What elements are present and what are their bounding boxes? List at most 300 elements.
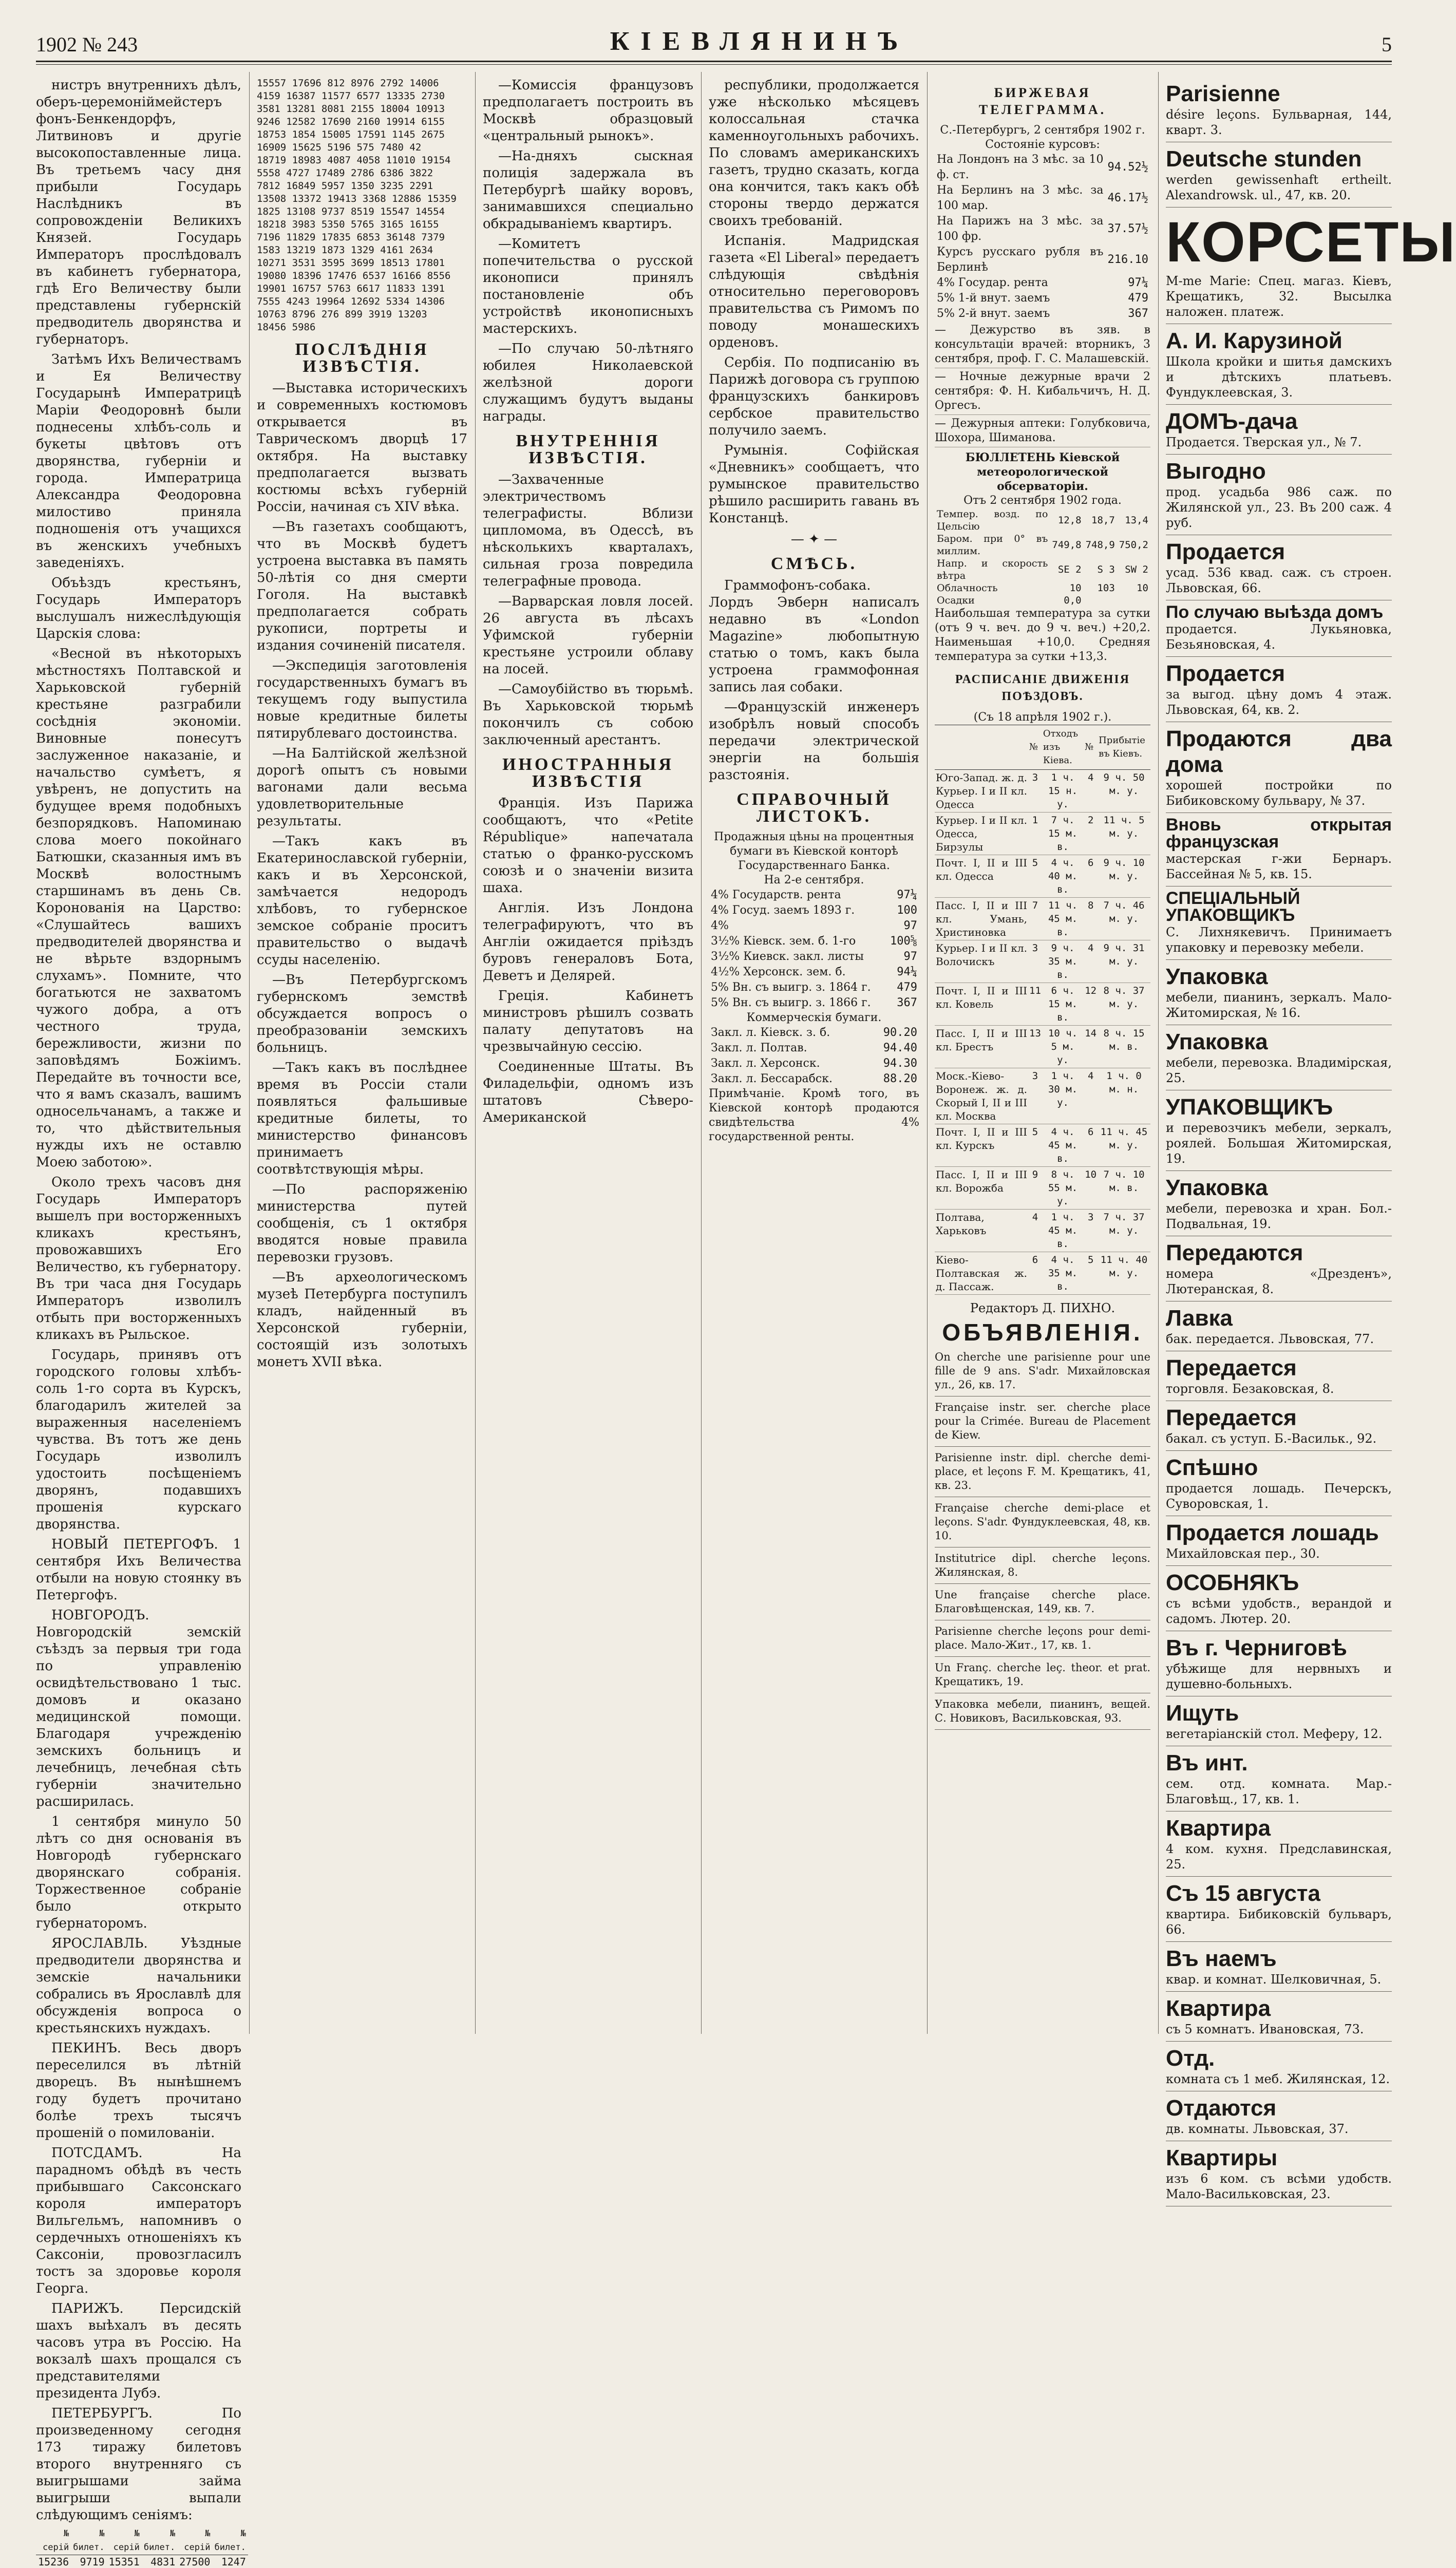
schedule-cell: 11 <box>1028 983 1042 1026</box>
news-item: Греція. Кабинетъ министровъ рѣшилъ созвать палату депутатовъ на чрезвычайную сессію. <box>483 988 693 1055</box>
lottery-number-row: 1825 13108 9737 8519 15547 14554 <box>257 205 467 218</box>
table-cell: 4% Госуд. заемъ 1893 г. <box>709 903 885 918</box>
table-cell: 216.10 <box>1106 244 1150 275</box>
table-cell: 90.20 <box>871 1025 919 1041</box>
ads-heading: ОБЪЯВЛЕНІЯ. <box>935 1324 1150 1341</box>
table-cell: Осадки <box>935 594 1050 607</box>
exchange-row <box>935 214 1150 244</box>
schedule-cell: 1 ч. 15 н. у. <box>1042 770 1084 813</box>
news-item: —Французскій инженеръ изобрѣлъ новый способъ передачи электрической энергіи на большія разстоянія. <box>709 699 919 784</box>
reference-date: На 2-е сентября. <box>709 873 919 888</box>
table-cell: 94.52½ <box>1106 152 1150 183</box>
table-cell: 13,4 <box>1117 508 1150 533</box>
table-cell: 97¼ <box>885 888 919 903</box>
table-cell: Темпер. возд. по Цельсію <box>935 508 1050 533</box>
lottery-number-row: 19901 16757 5763 6617 11833 1391 <box>257 282 467 295</box>
ad-text: продается. Лукьяновка, Безьяновская, 4. <box>1166 621 1392 652</box>
classified-ad: Française instr. ser. cherche place pour la Crimée. Bureau de Placement de Kiew. <box>935 1396 1150 1447</box>
lottery-number-row: 19080 18396 17476 6537 16166 8556 <box>257 270 467 282</box>
ad-title: Въ наемъ <box>1166 1946 1277 1971</box>
schedule-header: № <box>1028 725 1042 770</box>
news-item: —По распоряженію министерства путей сообщенія, съ 1 октября вводятся новые правила перевозки грузовъ. <box>257 1181 467 1266</box>
schedule-cell: 11 ч. 40 м. у. <box>1098 1252 1150 1295</box>
table-cell: 5% Вн. съ выигр. з. 1864 г. <box>709 980 885 995</box>
bulletins <box>935 322 1150 447</box>
display-ad <box>1166 886 1392 960</box>
schedule-cell: 1 ч. 0 м. н. <box>1098 1068 1150 1124</box>
display-ad <box>1166 1516 1392 1566</box>
article-paragraph: ЯРОСЛАВЛЬ. Уѣздные предводители дворянства и земскіе начальники собрались въ Ярославлѣ для обсужденія вопроса о крестьянскихъ нуждахъ. <box>36 1935 241 2037</box>
commercial-row <box>709 1056 919 1071</box>
meteo-heading: БЮЛЛЕТЕНЬ Кіевской метеорологической обсерваторіи. <box>935 450 1150 494</box>
lottery-header: № серій <box>177 2527 212 2555</box>
schedule-cell: 5 <box>1028 855 1042 898</box>
lottery-header: № серій <box>107 2527 142 2555</box>
table-cell: 94.40 <box>871 1041 919 1056</box>
meteo-row <box>935 508 1150 533</box>
classified-ad: Française cherche demi-place et leçons. S'adr. Фундуклеевская, 48, кв. 10. <box>935 1497 1150 1547</box>
exchange-row <box>935 275 1150 291</box>
display-ad <box>1166 600 1392 657</box>
schedule-cell: 8 ч. 55 м. у. <box>1042 1167 1084 1210</box>
table-cell: 97¼ <box>1106 275 1150 291</box>
lottery-number-row: 4159 16387 11577 6577 13335 2730 <box>257 90 467 103</box>
ad-title: ОСОБНЯКЪ <box>1166 1570 1299 1595</box>
table-cell: 5% 2-й внут. заемъ <box>935 306 1106 322</box>
news-item: —Захваченные электричествомъ телеграфисты. Вблизи ципломома, въ Одессѣ, въ нѣсколькихъ кварталахъ, сильная гроза повредила телеграфные провода. <box>483 471 693 590</box>
column-divider <box>1158 72 1159 2034</box>
lottery-cell: 9719 <box>71 2555 106 2568</box>
table-cell: 4% Государств. рента <box>709 888 885 903</box>
display-ad <box>1166 657 1392 722</box>
ad-text: и перевозчикъ мебели, зеркалъ, роялей. Большая Житомирская, 19. <box>1166 1120 1392 1166</box>
commercial-row <box>709 1071 919 1087</box>
news-item: —Въ Петербургскомъ губернскомъ земствѣ обсуждается вопросъ о преобразованіи земскихъ больницъ. <box>257 972 467 1056</box>
ad-text: квартира. Бибиковскій бульваръ, 66. <box>1166 1906 1392 1937</box>
lottery-number-row: 10763 8796 276 899 3919 13203 <box>257 308 467 321</box>
schedule-cell: Пасс. I, II и III кл. Брестъ <box>935 1026 1028 1068</box>
news-item: —Комиссія французовъ предполагаетъ построить въ Москвѣ образцовый «центральный рынокъ». <box>483 77 693 145</box>
lottery-number-row: 3581 13281 8081 2155 18004 10913 <box>257 103 467 116</box>
lottery-number-row: 18719 18983 4087 4058 11010 19154 <box>257 154 467 167</box>
table-cell: 94¼ <box>885 965 919 980</box>
schedule-cell: 9 ч. 35 м. в. <box>1042 940 1084 983</box>
ad-title: Отдаются <box>1166 2095 1276 2121</box>
table-cell: На Берлинъ на 3 мѣс. за 100 мар. <box>935 183 1106 214</box>
schedule-subtitle: (Съ 18 апрѣля 1902 г.). <box>935 710 1150 725</box>
column-1-text <box>36 77 241 2524</box>
newspaper-page <box>36 21 1392 2034</box>
table-cell: 479 <box>885 980 919 995</box>
issue-number: 1902 № 243 <box>36 32 138 56</box>
lottery-number-row: 10271 3531 3595 3699 18513 17801 <box>257 257 467 270</box>
table-cell: SW 2 <box>1117 557 1150 582</box>
smes-heading: СМѢСЬ. <box>709 555 919 572</box>
schedule-cell: 11 ч. 45 м. у. <box>1098 1124 1150 1167</box>
masthead-rule <box>36 61 1392 65</box>
display-ad <box>1166 1351 1392 1401</box>
ad-title: СПЕЦІАЛЬНЫЙ УПАКОВЩИКЪ <box>1166 889 1300 925</box>
schedule-cell: 8 ч. 15 м. в. <box>1098 1026 1150 1068</box>
commercial-row <box>709 1025 919 1041</box>
small-ads <box>935 1346 1150 1730</box>
table-cell: 4% <box>709 918 885 934</box>
schedule-cell: Полтава, Харьковъ <box>935 1210 1028 1252</box>
column-4 <box>709 77 919 2034</box>
display-ad <box>1166 142 1392 207</box>
ad-text: комната съ 1 меб. Жилянская, 12. <box>1166 2071 1392 2087</box>
ad-title: КОРСЕТЫ <box>1166 211 1456 274</box>
lottery-cell: 1247 <box>212 2555 248 2568</box>
lottery-number-row: 7555 4243 19964 12692 5334 14306 <box>257 295 467 308</box>
internal-news-text <box>483 471 693 749</box>
exchange-rates-table <box>935 152 1150 322</box>
display-ad <box>1166 455 1392 535</box>
schedule-cell: 6 <box>1028 1252 1042 1295</box>
securities-row <box>709 934 919 949</box>
ad-title: Ищуть <box>1166 1701 1239 1726</box>
news-item: —Варварская ловля лосей. 26 августа въ лѣсахъ Уфимской губерніи крестьяне устроили облаву на лосей. <box>483 593 693 678</box>
schedule-cell: 4 <box>1028 1210 1042 1252</box>
lottery-number-row: 13508 13372 19413 3368 12886 15359 <box>257 193 467 205</box>
table-cell: 46.17½ <box>1106 183 1150 214</box>
ad-text: съ всѣми удобств., верандой и садомъ. Лютер. 20. <box>1166 1596 1392 1627</box>
schedule-cell: 11 ч. 5 м. у. <box>1098 813 1150 855</box>
schedule-row <box>935 1124 1150 1167</box>
lottery-cell: 15236 <box>36 2555 71 2568</box>
display-ads <box>1166 77 1392 2206</box>
table-cell: 3½% Кіевск. зем. б. 1-го <box>709 934 885 949</box>
schedule-cell: 1 ч. 45 м. в. <box>1042 1210 1084 1252</box>
display-ad <box>1166 722 1392 813</box>
commercial-table <box>709 1025 919 1087</box>
classified-ad: On cherche une parisienne pour une fille de 9 ans. S'adr. Михайловская ул., 26, кв. 17. <box>935 1346 1150 1396</box>
schedule-row <box>935 1210 1150 1252</box>
bulletin-item: — Дежурныя аптеки: Голубковича, Шохора, Шиманова. <box>935 415 1150 447</box>
ad-text: вегетаріанскій стол. Меферу, 12. <box>1166 1726 1392 1742</box>
lottery-number-row: 9246 12582 17690 2160 19914 6155 <box>257 116 467 128</box>
news-item: —На Балтійской желѣзной дорогѣ опытъ съ новыми вагонами дали весьма удовлетворительные результаты. <box>257 745 467 830</box>
foreign-news-heading: ИНОСТРАННЫЯ ИЗВѢСТІЯ <box>483 756 693 790</box>
ad-text: С. Лихнякевичъ. Принимаетъ упаковку и перевозку мебели. <box>1166 924 1392 955</box>
meteo-table <box>935 508 1150 607</box>
table-cell: 12,8 <box>1050 508 1083 533</box>
display-ad <box>1166 1696 1392 1746</box>
bulletin-item: — Ночные дежурные врачи 2 сентября: Ф. Н. Кибальчичъ, Н. Д. Оргесъ. <box>935 368 1150 415</box>
table-cell: 367 <box>885 995 919 1011</box>
schedule-cell: 10 <box>1084 1167 1098 1210</box>
schedule-cell: 6 <box>1084 855 1098 898</box>
ad-title: Упаковка <box>1166 1029 1268 1054</box>
table-cell: Курсъ русскаго рубля въ Берлинѣ <box>935 244 1106 275</box>
ad-title: Продается <box>1166 661 1285 686</box>
display-ad <box>1166 405 1392 455</box>
table-cell: 5% 1-й внут. заемъ <box>935 291 1106 306</box>
display-ad <box>1166 960 1392 1025</box>
exchange-row <box>935 291 1150 306</box>
ad-title: По случаю выѣзда домъ <box>1166 602 1383 622</box>
article-paragraph: ПЕКИНЪ. Весь дворъ переселился въ лѣтній дворецъ. Въ нынѣшнемъ году будетъ прочитано болѣе трехъ тысячъ прошеній о помилованіи. <box>36 2040 241 2142</box>
column-3-top-text <box>483 77 693 425</box>
table-cell: 37.57½ <box>1106 214 1150 244</box>
column-divider <box>249 72 250 2034</box>
schedule-cell: Почт. I, II и III кл. Курскъ <box>935 1124 1028 1167</box>
column-2 <box>257 77 467 2034</box>
news-item: —Такъ какъ въ послѣднее время въ Россіи стали появляться фальшивые кредитные билеты, то министерство финансовъ принимаетъ соотвѣтствующія мѣры. <box>257 1060 467 1178</box>
schedule-cell: 3 <box>1028 940 1042 983</box>
display-ad <box>1166 1171 1392 1236</box>
schedule-cell: Пасс. I, II и III кл. Умань, Христиновка <box>935 898 1028 940</box>
table-cell: 94.30 <box>871 1056 919 1071</box>
schedule-cell: Курьер. I и II кл. Одесса, Бирзулы <box>935 813 1028 855</box>
reference-note: Примѣчаніе. Кромѣ того, въ Кіевской конторѣ продаются свидѣтельства 4% государственной ренты. <box>709 1087 919 1144</box>
schedule-cell: 12 <box>1084 983 1098 1026</box>
ad-title: Упаковка <box>1166 1175 1268 1200</box>
table-cell: 4% Государ. рента <box>935 275 1106 291</box>
masthead <box>36 21 1392 56</box>
schedule-cell: 9 ч. 31 м. у. <box>1098 940 1150 983</box>
schedule-cell: 14 <box>1084 1026 1098 1068</box>
column-divider <box>927 72 928 2034</box>
article-paragraph: ПЕТЕРБУРГЪ. По произведенному сегодня 173 тиражу билетовъ второго внутренняго съ выигрышами займа выигрыши выпали слѣдующимъ сеніямъ: <box>36 2405 241 2524</box>
schedule-cell: 8 <box>1084 898 1098 940</box>
table-cell: 3½% Киевск. закл. листы <box>709 949 885 965</box>
news-item: республики, продолжается уже нѣсколько мѣсяцевъ колоссальная стачка каменноугольныхъ рабочихъ. По словамъ американскихъ газетъ, трудно сказать, когда она кончится, такъ какъ обѣ стороны твердо держатся своихъ требованій. <box>709 77 919 230</box>
ad-text: дв. комнаты. Львовская, 37. <box>1166 2121 1392 2137</box>
ad-title: Спѣшно <box>1166 1455 1258 1480</box>
securities-row <box>709 995 919 1011</box>
lottery-number-row: 1583 13219 1873 1329 4161 2634 <box>257 244 467 257</box>
ad-title: Квартира <box>1166 1816 1271 1841</box>
ad-title: Въ г. Черниговѣ <box>1166 1635 1347 1660</box>
meteo-row <box>935 594 1150 607</box>
article-paragraph: Затѣмъ Ихъ Величествамъ и Ея Величеству Государынѣ Императрицѣ Маріи Феодоровнѣ были поднесены хлѣбъ-соль и букеты цвѣтовъ отъ дворянства, губерніи и города. Императрица Александра Феодоровна милостиво приняла подношенія отъ учащихся въ женскихъ учебныхъ заведеніяхъ. <box>36 351 241 572</box>
schedule-cell: 9 ч. 10 м. у. <box>1098 855 1150 898</box>
schedule-cell: Почт. I, II и III кл. Ковель <box>935 983 1028 1026</box>
ad-text: мебели, перевозка и хран. Бол.-Подвальная, 19. <box>1166 1201 1392 1232</box>
article-paragraph: нистръ внутреннихъ дѣлъ, оберъ-церемоніймейстеръ фонъ-Бенкендорфъ, Литвиновъ и другіе высокопоставленные лица. Въ третьемъ часу дня прибыли Государь Наслѣдникъ въ сопровожденіи Великихъ Князей. Государь Императоръ прослѣдовалъ въ кабинетъ губернатора, гдѣ Его Величеству были представлены губернскій предводитель дворянства и губернаторъ. <box>36 77 241 348</box>
table-cell: 0,0 <box>1050 594 1083 607</box>
schedule-row <box>935 770 1150 813</box>
table-cell: 749,8 <box>1050 533 1083 557</box>
display-ad <box>1166 1746 1392 1811</box>
schedule-row <box>935 855 1150 898</box>
meteo-row <box>935 557 1150 582</box>
lottery-number-row: 18456 5986 <box>257 321 467 334</box>
ad-text: продается лошадь. Печерскъ, Суворовская, 1. <box>1166 1481 1392 1512</box>
securities-row <box>709 903 919 918</box>
schedule-cell: 9 ч. 50 м. у. <box>1098 770 1150 813</box>
train-schedule-table <box>935 725 1150 1295</box>
ad-text: бакал. съ уступ. Б.-Васильк., 92. <box>1166 1431 1392 1446</box>
table-cell: 100 <box>885 903 919 918</box>
ad-title: Съ 15 августа <box>1166 1881 1320 1906</box>
schedule-header: Отходъ изъ Кіева. <box>1042 725 1084 770</box>
display-ad <box>1166 1992 1392 2042</box>
schedule-cell: 4 ч. 35 м. в. <box>1042 1252 1084 1295</box>
schedule-cell: 9 <box>1028 1167 1042 1210</box>
ad-text: за выгод. цѣну домъ 4 этаж. Львовская, 64, кв. 2. <box>1166 687 1392 717</box>
schedule-heading: РАСПИСАНІЕ ДВИЖЕНІЯ ПОѢЗДОВЪ. <box>935 671 1150 705</box>
article-paragraph: ПАРИЖЪ. Персидскій шахъ выѣхалъ въ десять часовъ утра въ Россію. На вокзалѣ шахъ прощался съ представителями президента Лубэ. <box>36 2300 241 2402</box>
ad-text: Школа кройки и шитья дамскихъ и дѣтскихъ платьевъ. Фундуклеевская, 3. <box>1166 354 1392 400</box>
display-ad <box>1166 2042 1392 2091</box>
news-item: —На-дняхъ сыскная полиція задержала въ Петербургѣ шайку воровъ, занимавшихся специально обкрадываніемъ квартиръ. <box>483 148 693 233</box>
ad-text: 4 ком. кухня. Предславинская, 25. <box>1166 1841 1392 1872</box>
news-item: Граммофонъ-собака. Лордъ Эвберн написалъ недавно въ «London Magazine» любопытную статью о томъ, какъ была устроена граммофонная запись лая собаки. <box>709 577 919 696</box>
display-ad <box>1166 1301 1392 1351</box>
exchange-row <box>935 244 1150 275</box>
schedule-row <box>935 1252 1150 1295</box>
schedule-cell: 7 ч. 37 м. у. <box>1098 1210 1150 1252</box>
lottery-header: № билет. <box>71 2527 106 2555</box>
schedule-cell: 4 <box>1084 770 1098 813</box>
display-ad <box>1166 1811 1392 1877</box>
page-number: 5 <box>1382 32 1392 56</box>
lottery-header: № серій <box>36 2527 71 2555</box>
ornament: — ✦ — <box>709 531 919 548</box>
table-cell: На Парижъ на 3 мѣс. за 100 фр. <box>935 214 1106 244</box>
exchange-row <box>935 306 1150 322</box>
table-row <box>36 2555 248 2568</box>
display-ad <box>1166 1566 1392 1631</box>
lottery-number-row: 5558 4727 17489 2786 6386 3822 <box>257 167 467 180</box>
exchange-row <box>935 183 1150 214</box>
lottery-header: № билет. <box>142 2527 177 2555</box>
article-paragraph: 1 сентября минуло 50 лѣтъ со дня основанія въ Новгородѣ губернскаго дворянскаго собранія. Торжественное собраніе было открыто губернаторомъ. <box>36 1814 241 1932</box>
table-cell: 18,7 <box>1084 508 1117 533</box>
latest-news-text <box>257 380 467 1371</box>
ad-text: прод. усадьба 986 саж. по Жилянской ул., 23. Въ 200 саж. 4 руб. <box>1166 484 1392 531</box>
schedule-cell: 11 ч. 45 м. в. <box>1042 898 1084 940</box>
bulletin-item: — Дежурство въ зяв. в консультаціи врачей: вторникъ, 3 сентября, проф. Г. С. Малашевскій. <box>935 322 1150 368</box>
schedule-header: Прибытіе въ Кіевъ. <box>1098 725 1150 770</box>
display-ad <box>1166 2091 1392 2141</box>
table-cell: 479 <box>1106 291 1150 306</box>
smes-text <box>709 577 919 784</box>
schedule-cell: Пасс. I, II и III кл. Ворожба <box>935 1167 1028 1210</box>
column-6 <box>1166 77 1392 2034</box>
schedule-row <box>935 983 1150 1026</box>
classified-ad: Parisienne cherche leçons pour demi-place. Мало-Жит., 17, кв. 1. <box>935 1620 1150 1657</box>
schedule-cell: 3 <box>1084 1210 1098 1252</box>
article-paragraph: НОВЫЙ ПЕТЕРГОФЪ. 1 сентября Ихъ Величества отбыли на новую стоянку въ Петергофъ. <box>36 1536 241 1604</box>
schedule-cell: Юго-Запад. ж. д. Курьер. I и II кл. Одесса <box>935 770 1028 813</box>
news-item: —Выставка историческихъ и современныхъ костюмовъ открывается въ Таврическомъ дворцѣ 17 октября. На выставку предполагается вызвать костюмы всѣхъ губерній Россіи, начиная съ XIV вѣка. <box>257 380 467 516</box>
ad-title: Продается лошадь <box>1166 1520 1379 1545</box>
commercial-heading: Коммерческія бумаги. <box>709 1011 919 1025</box>
table-cell: Закл. л. Херсонск. <box>709 1056 871 1071</box>
ad-text: Михайловская пер., 30. <box>1166 1546 1392 1561</box>
table-cell: 10 <box>1050 582 1083 594</box>
exchange-row <box>935 152 1150 183</box>
ad-text: изъ 6 ком. съ всѣми удобств. Мало-Васильковская, 23. <box>1166 2171 1392 2202</box>
meteo-row <box>935 533 1150 557</box>
schedule-cell: 3 <box>1028 1068 1042 1124</box>
display-ad <box>1166 77 1392 142</box>
news-item: —Въ археологическомъ музеѣ Петербурга поступилъ кладъ, найденный въ Херсонской губерніи, состоящій изъ золотыхъ монетъ XVII вѣка. <box>257 1269 467 1371</box>
display-ad <box>1166 2141 1392 2206</box>
schedule-cell: 8 ч. 37 м. у. <box>1098 983 1150 1026</box>
lottery-number-row: 7196 11829 17835 6853 36148 7379 <box>257 231 467 244</box>
news-item: Испанія. Мадридская газета «El Liberal» передаетъ слѣдующія свѣдѣнія относительно переговоровъ правительства съ Римомъ по поводу монашескихъ орденовъ. <box>709 233 919 351</box>
lottery-cell: 15351 <box>107 2555 142 2568</box>
ad-text: мастерская г-жи Бернаръ. Бассейная № 5, кв. 15. <box>1166 851 1392 882</box>
ad-title: Выгодно <box>1166 459 1266 484</box>
schedule-row <box>935 1068 1150 1124</box>
news-item: Франція. Изъ Парижа сообщаютъ, что «Petite République» напечатала статью о франко-русскомъ союзѣ и о значеніи визита шаха. <box>483 795 693 897</box>
table-cell: 97 <box>885 949 919 965</box>
ad-text: werden gewissenhaft ertheilt. Alexandrowsk. ul., 47, кв. 20. <box>1166 172 1392 203</box>
ad-title: Лавка <box>1166 1306 1233 1331</box>
news-item: —По случаю 50-лѣтняго юбилея Николаевской желѣзной дороги служащимъ будутъ выданы награды. <box>483 341 693 425</box>
ad-text: désire leçons. Бульварная, 144, кварт. 3. <box>1166 107 1392 138</box>
table-cell: 750,2 <box>1117 533 1150 557</box>
lottery-numbers <box>257 77 467 334</box>
schedule-cell: 4 <box>1084 1068 1098 1124</box>
ad-text: хорошей постройки по Бибиковскому бульвару, № 37. <box>1166 778 1392 808</box>
news-item: —Самоубійство въ тюрьмѣ. Въ Харьковской тюрьмѣ покончилъ съ собою заключенный арестантъ. <box>483 681 693 749</box>
ad-text: сем. отд. комната. Мар.-Благовѣщ., 17, кв. 1. <box>1166 1776 1392 1807</box>
display-ad <box>1166 535 1392 600</box>
ad-text: мебели, перевозка. Владимірская, 25. <box>1166 1055 1392 1086</box>
display-ad <box>1166 1942 1392 1992</box>
schedule-cell: 7 ч. 10 м. в. <box>1098 1167 1150 1210</box>
ad-text: номера «Дрезденъ», Лютеранская, 8. <box>1166 1266 1392 1297</box>
table-cell: Напр. и скорость вѣтра <box>935 557 1050 582</box>
table-cell: Облачность <box>935 582 1050 594</box>
display-ad <box>1166 813 1392 886</box>
table-cell: 5% Вн. съ выигр. з. 1866 г. <box>709 995 885 1011</box>
exchange-subtitle: С.-Петербургъ, 2 сентября 1902 г. <box>935 123 1150 138</box>
display-ad <box>1166 1401 1392 1451</box>
lottery-cell: 27500 <box>177 2555 212 2568</box>
column-3 <box>483 77 693 2034</box>
table-cell: 10 <box>1117 582 1150 594</box>
news-item: —Въ газетахъ сообщаютъ, что въ Москвѣ будетъ устроена выставка въ память 50-лѣтія со дня смерти Гоголя. На выставкѣ предполагается собрать рукописи, портреты и издания сочиненій писателя. <box>257 519 467 654</box>
schedule-row <box>935 813 1150 855</box>
commercial-row <box>709 1041 919 1056</box>
ad-text: усад. 536 квад. саж. съ строен. Львовская, 66. <box>1166 565 1392 596</box>
schedule-cell: 7 <box>1028 898 1042 940</box>
ad-title: Передается <box>1166 1355 1297 1381</box>
classified-ad: Упаковка мебели, пианинъ, вещей. С. Новиковъ, Васильковская, 93. <box>935 1693 1150 1730</box>
ad-title: Продается <box>1166 539 1285 564</box>
schedule-cell: 7 ч. 46 м. у. <box>1098 898 1150 940</box>
classified-ad: Institutrice dipl. cherche leçons. Жилянская, 8. <box>935 1547 1150 1584</box>
news-item: —Экспедиція заготовленія государственныхъ бумагъ въ текущемъ году выпустила новые кредитные билеты пятирублеваго достоинства. <box>257 657 467 742</box>
schedule-cell: 4 ч. 45 м. в. <box>1042 1124 1084 1167</box>
classified-ad: Un Franç. cherche leç. theor. et prat. Крещатикъ, 19. <box>935 1657 1150 1693</box>
table-cell: Баром. при 0° въ миллим. <box>935 533 1050 557</box>
securities-table <box>709 888 919 1011</box>
schedule-cell: Кіево-Полтавская ж. д. Пассаж. <box>935 1252 1028 1295</box>
news-item: Румынія. Софійская «Дневникъ» сообщаетъ, что румынское правительство рѣшило расширить гавань въ Констанцѣ. <box>709 442 919 527</box>
schedule-row <box>935 898 1150 940</box>
table-cell: Закл. л. Бессарабск. <box>709 1071 871 1087</box>
classified-ad: Parisienne instr. dipl. cherche demi-place, et leçons F. M. Крещатикъ, 41, кв. 23. <box>935 1447 1150 1497</box>
table-cell: 103 <box>1084 582 1117 594</box>
lottery-header: № билет. <box>212 2527 248 2555</box>
ad-text: съ 5 комнатъ. Ивановская, 73. <box>1166 2022 1392 2037</box>
lottery-table <box>36 2527 248 2568</box>
table-cell: S 3 <box>1084 557 1117 582</box>
schedule-row <box>935 1167 1150 1210</box>
schedule-cell: 4 ч. 40 м. в. <box>1042 855 1084 898</box>
article-paragraph: Около трехъ часовъ дня Государь Императоръ вышелъ при восторженныхъ кликахъ крестьянъ, провожавшихъ Его Величество, къ губернатору. Въ три часа дня Государь Императоръ изволилъ отбыть при восторженныхъ кликахъ въ Рыльское. <box>36 1174 241 1344</box>
ad-text: квар. и комнат. Шелковичная, 5. <box>1166 1972 1392 1987</box>
ad-title: Вновь открытая французская <box>1166 815 1392 852</box>
